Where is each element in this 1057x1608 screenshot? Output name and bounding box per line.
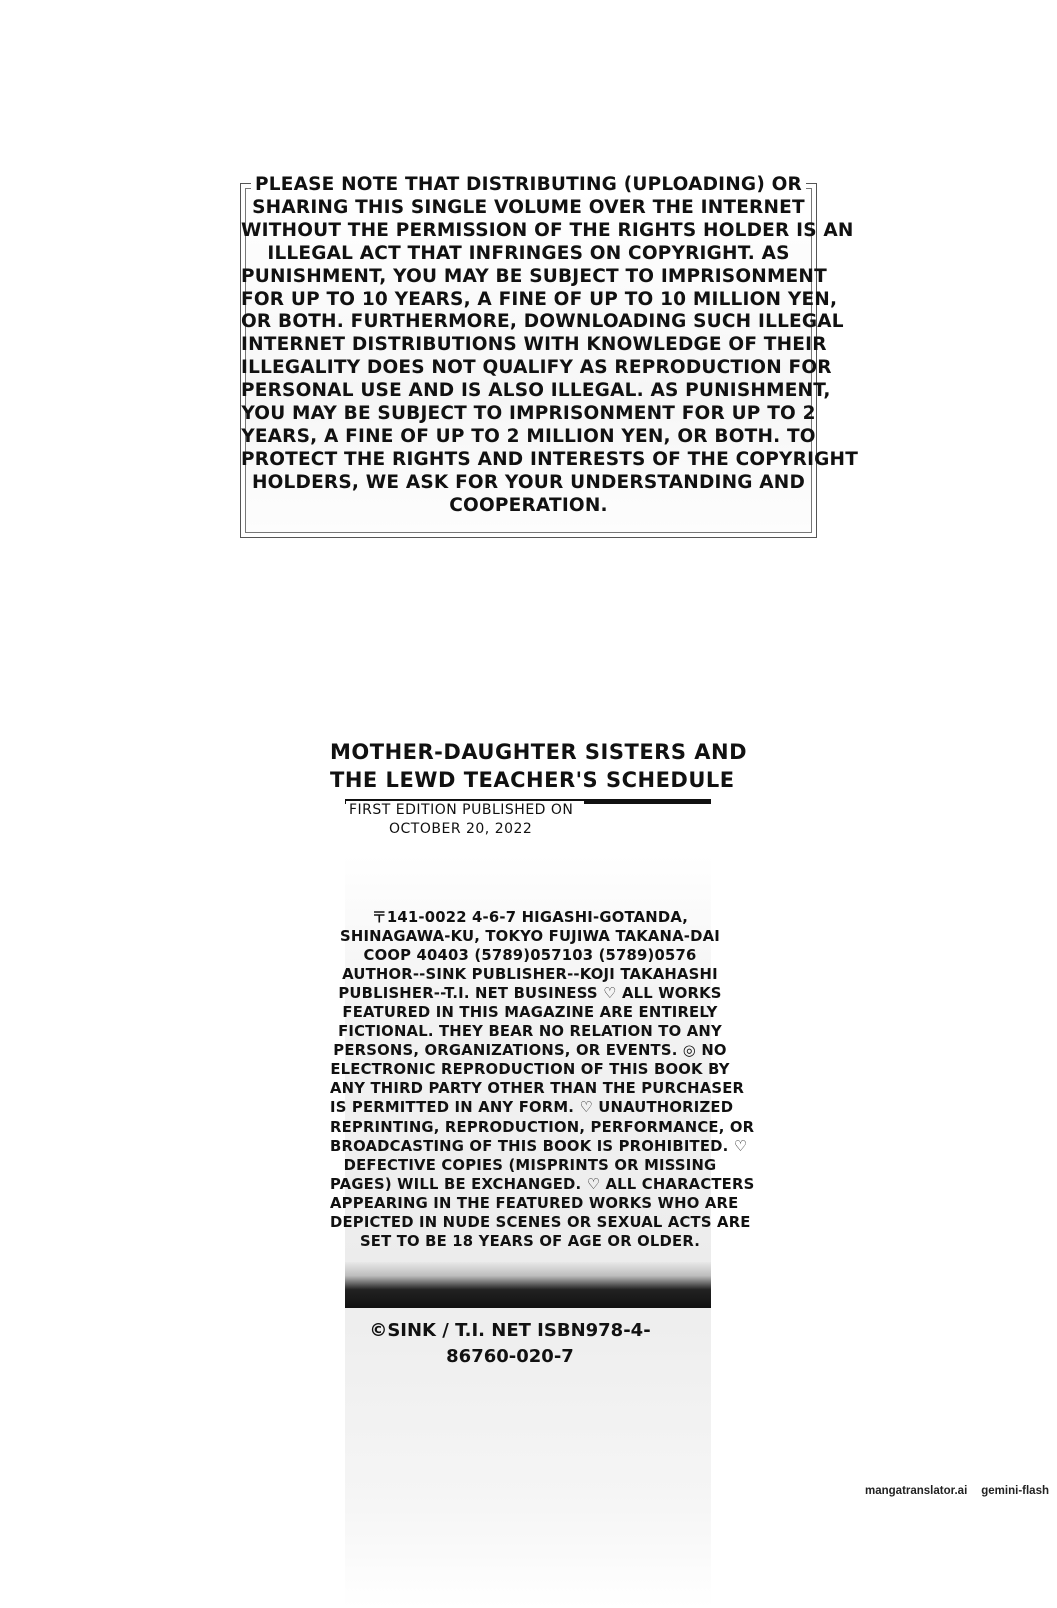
notice-line: SHARING THIS SINGLE VOLUME OVER THE INTERNET [252,196,805,218]
book-title-line: THE LEWD TEACHER'S SCHEDULE [330,768,735,792]
colophon-line: AUTHOR--SINK PUBLISHER--KOJI TAKAHASHI [342,966,718,984]
watermark-model: gemini-flash [981,1485,1049,1497]
colophon-line: PERSONS, ORGANIZATIONS, OR EVENTS. ◎ NO [333,1042,727,1060]
notice-line: PROTECT THE RIGHTS AND INTERESTS OF THE COPYRIGHT [241,448,859,470]
edition-label: FIRST EDITION PUBLISHED ON [346,801,584,820]
copyright-notice-text [241,174,859,518]
colophon-line: IS PERMITTED IN ANY FORM. ♡ UNAUTHORIZED [330,1099,734,1117]
colophon-line: APPEARING IN THE FEATURED WORKS WHO ARE [330,1194,739,1212]
notice-line: ILLEGAL ACT THAT INFRINGES ON COPYRIGHT. AS [267,242,790,264]
notice-line: PLEASE NOTE THAT DISTRIBUTING (UPLOADING) OR [241,174,816,197]
book-title-line: MOTHER-DAUGHTER SISTERS AND [330,740,748,764]
colophon-line: ELECTRONIC REPRODUCTION OF THIS BOOK BY [330,1061,730,1079]
isbn-line: 86760-020-7 [446,1346,574,1367]
colophon-line: PAGES) WILL BE EXCHANGED. ♡ ALL CHARACTERS [330,1175,755,1193]
edition-date: OCTOBER 20, 2022 [389,821,533,837]
colophon-line: FEATURED IN THIS MAGAZINE ARE ENTIRELY [342,1004,718,1022]
colophon-line: COOP 40403 (5789)057103 (5789)0576 [363,947,697,965]
colophon-line: SHINAGAWA-KU, TOKYO FUJIWA TAKANA-DAI [340,928,720,946]
isbn-copyright [345,1318,675,1370]
notice-line: COOPERATION. [449,494,608,516]
colophon-line: BROADCASTING OF THIS BOOK IS PROHIBITED. ♡ [330,1137,748,1155]
colophon-text [330,908,755,1251]
colophon-shadow-band [345,1262,711,1308]
notice-line: ILLEGALITY DOES NOT QUALIFY AS REPRODUCTION FOR [241,357,832,379]
colophon-line: REPRINTING, REPRODUCTION, PERFORMANCE, OR [330,1118,755,1136]
colophon-line: 〒141-0022 4-6-7 HIGASHI-GOTANDA, [371,909,689,926]
notice-line: FOR UP TO 10 YEARS, A FINE OF UP TO 10 MILLION YEN, [241,288,838,310]
isbn-line: ©SINK / T.I. NET ISBN978-4- [369,1320,651,1341]
notice-line: WITHOUT THE PERMISSION OF THE RIGHTS HOLDER IS AN [241,219,854,241]
notice-line: PERSONAL USE AND IS ALSO ILLEGAL. AS PUNISHMENT, [241,380,831,402]
notice-line: YOU MAY BE SUBJECT TO IMPRISONMENT FOR UP TO 2 [241,403,816,425]
colophon-line: DEPICTED IN NUDE SCENES OR SEXUAL ACTS ARE [330,1213,751,1231]
watermark-site: mangatranslator.ai [865,1485,968,1497]
colophon-line: SET TO BE 18 YEARS OF AGE OR OLDER. [359,1232,701,1250]
notice-line: HOLDERS, WE ASK FOR YOUR UNDERSTANDING AND [251,471,806,493]
notice-line: YEARS, A FINE OF UP TO 2 MILLION YEN, OR BOTH. TO [241,425,816,447]
colophon-line: FICTIONAL. THEY BEAR NO RELATION TO ANY [338,1023,722,1041]
colophon-line: ANY THIRD PARTY OTHER THAN THE PURCHASER [330,1080,745,1098]
book-title [330,738,748,794]
notice-line: OR BOTH. FURTHERMORE, DOWNLOADING SUCH ILLEGAL [241,311,844,333]
colophon-line: DEFECTIVE COPIES (MISPRINTS OR MISSING [343,1156,717,1174]
notice-line: PUNISHMENT, YOU MAY BE SUBJECT TO IMPRISONMENT [241,265,827,287]
notice-line: INTERNET DISTRIBUTIONS WITH KNOWLEDGE OF THEIR [241,334,827,356]
copyright-notice-box [240,174,859,538]
translator-watermark [865,1485,1049,1497]
colophon-line: PUBLISHER--T.I. NET BUSINESS ♡ ALL WORKS [338,985,722,1003]
edition-info [346,801,596,839]
